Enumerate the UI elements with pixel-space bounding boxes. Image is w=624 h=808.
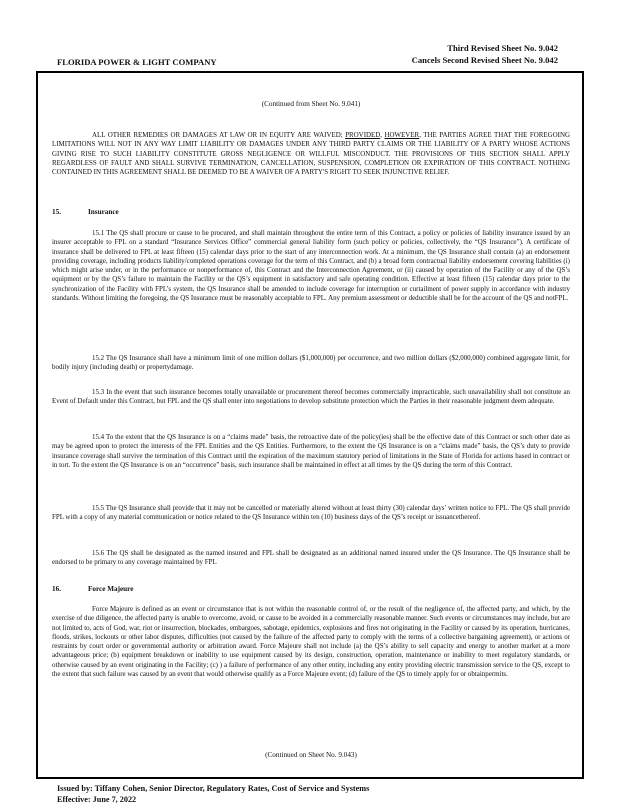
paragraph-15-3: 15.3 In the event that such insurance becomes totally unavailable or procurement thereof becomes commercially impracticable, such unavailability shall not constitute an Event of Default under this Contract, but FPL and the QS shall enter into negotiations to develop substitute protection which the Parties in their reasonable judgment deem adequate. bbox=[52, 388, 570, 406]
cancels-sheet: Cancels Second Revised Sheet No. 9.042 bbox=[411, 54, 558, 65]
section-15-number: 15. bbox=[52, 208, 61, 216]
waiver-however: HOWEVER bbox=[384, 131, 420, 139]
section-15-title: Insurance bbox=[88, 208, 119, 216]
paragraph-15-2: 15.2 The QS Insurance shall have a minimum limit of one million dollars ($1,000,000) per occurrence, and two million dollars ($2,000,000) combined aggregate limit, for bodily injury (including death) or propertydamage. bbox=[52, 354, 570, 372]
waiver-provided: PROVIDED bbox=[345, 131, 381, 139]
sheet-number: Third Revised Sheet No. 9.042 bbox=[447, 43, 558, 53]
section-16-title: Force Majeure bbox=[88, 585, 134, 593]
waiver-pre: ALL OTHER REMEDIES OR DAMAGES AT LAW OR IN EQUITY ARE WAIVED; bbox=[92, 131, 346, 139]
section-16-number: 16. bbox=[52, 585, 61, 593]
section-16-heading bbox=[52, 585, 133, 593]
company-name: FLORIDA POWER & LIGHT COMPANY bbox=[57, 57, 217, 67]
waiver-paragraph bbox=[52, 131, 570, 177]
continued-from: (Continued from Sheet No. 9.041) bbox=[261, 100, 361, 108]
footer bbox=[57, 783, 369, 805]
sheet-header bbox=[412, 43, 558, 66]
section-15-heading bbox=[52, 208, 119, 216]
paragraph-15-5: 15.5 The QS Insurance shall provide that it may not be cancelled or materially altered without at least thirty (30) calendar days’ written notice to FPL. The QS shall provide FPL with a copy of any material communication or notice related to the QS Insurance within ten (10) business days of the QS’s receipt or issuancethereof. bbox=[52, 504, 570, 522]
paragraph-15-4: 15.4 To the extent that the QS Insurance is on a “claims made” basis, the retroactive date of the policy(ies) shall be the effective date of this Contract or such other date as may be agreed upon to protect the interests of the FPL Entities and the QS Entities. Furthermore, to the extent the QS Insurance is on a “claims made” basis, the QS’s duty to provide insurance coverage shall survive the termination of this Contract until the expiration of the maximum statutory period of limitations in the State of Florida for actions based in contract or in tort. To the extent the QS Insurance is on an “occurrence” basis, such insurance shall be maintained in effect at all times by the QS during the term of this Contract. bbox=[52, 433, 570, 469]
effective-date: Effective: June 7, 2022 bbox=[57, 795, 137, 804]
document-frame bbox=[36, 71, 584, 779]
paragraph-15-1: 15.1 The QS shall procure or cause to be procured, and shall maintain throughout the entire term of this Contract, a policy or policies of liability insurance issued by an insurer acceptable to FPL on a standard “Insurance Services Office” commercial general liability form (such policy or policies, collectively, the “QS Insurance”). A certificate of insurance shall be delivered to FPL at least fifteen (15) calendar days prior to the start of any interconnection work. At a minimum, the QS Insurance shall contain (a) an endorsement providing coverage, including products liability/completed operations coverage for the term of this Contract, and (b) a broad form contractual liability endorsement covering liabilities (i) which might arise under, or in the performance or nonperformance of, this Contract and the Interconnection Agreement, or (ii) caused by operation of the Facility or any of the QS’s equipment or by the QS’s failure to maintain the Facility or the QS’s equipment in satisfactory and safe operating condition. Effective at least fifteen (15) calendar days prior to the synchronization of the Facility with FPL’s system, the QS Insurance shall be amended to include coverage for interruption or curtailment of power supply in accordance with industry standards. Without limiting the foregoing, the QS Insurance must be reasonably acceptable to FPL. Any premium assessment or deductible shall be for the account of the QS and notFPL. bbox=[52, 229, 570, 303]
waiver-comma: , bbox=[380, 131, 385, 139]
waiver-post: , THE PARTIES AGREE THAT THE FOREGOING LIMITATIONS WILL NOT IN ANY WAY LIMIT LIABILITY OR DAMAGES UNDER ANY THIRD PARTY CLAIMS OR THE LIABILITY OF A PARTY WHOSE ACTIONS GIVING RISE TO SUCH LIABILITY CONSTITUTE GROSS NEGLIGENCE OR WILLFUL MISCONDUCT. THE PROVISIONS OF THIS SECTION SHALL APPLY REGARDLESS OF FAULT AND SHALL SURVIVE TERMINATION, CANCELLATION, SUSPENSION, COMPLETION OR EXPIRATION OF THIS CONTRACT. NOTHING CONTAINED IN THIS AGREEMENT SHALL BE DEEMED TO BE A WAIVER OF A PARTY'S RIGHT TO SEEK INJUNCTIVE RELIEF. bbox=[52, 131, 570, 177]
paragraph-15-6: 15.6 The QS shall be designated as the named insured and FPL shall be designated as an additional named insured under the QS Insurance. The QS Insurance shall be endorsed to be primary to any coverage maintained by FPL bbox=[52, 549, 570, 567]
paragraph-16-1: Force Majeure is defined as an event or circumstance that is not within the reasonable control of, or the result of the negligence of, the affected party, and which, by the exercise of due diligence, the affected party is unable to overcome, avoid, or cause to be avoided in a commercially reasonable manner. Such events or circumstances may include, but are not limited to, acts of God, war, riot or insurrection, blockades, embargoes, sabotage, epidemics, explosions and fires not originating in the Facility or caused by its operation, hurricanes, floods, strikes, lockouts or other labor disputes, difficulties (not caused by the failure of the affected party to comply with the terms of a collective bargaining agreement), or actions or restraints by court order or governmental authority or arbitration award. Force Majeure shall not include (a) the QS’s ability to sell capacity and energy to another market at a more advantageous price; (b) equipment breakdown or inability to use equipment caused by its design, construction, operation, maintenance or inability to meet regulatory standards, or otherwise caused by an event originating in the Facility; (c) ) a failure of performance of any other entity, including any entity providing electric transmission service to the QS, except to the extent that such failure was caused by an event that would otherwise qualify as a Force Majeure event; (d) failure of the QS to timely apply for or obtainpermits. bbox=[52, 605, 570, 679]
continued-on: (Continued on Sheet No. 9.043) bbox=[265, 751, 357, 759]
issued-by: Issued by: Tiffany Cohen, Senior Director, Regulatory Rates, Cost of Service and Systems bbox=[57, 784, 370, 793]
